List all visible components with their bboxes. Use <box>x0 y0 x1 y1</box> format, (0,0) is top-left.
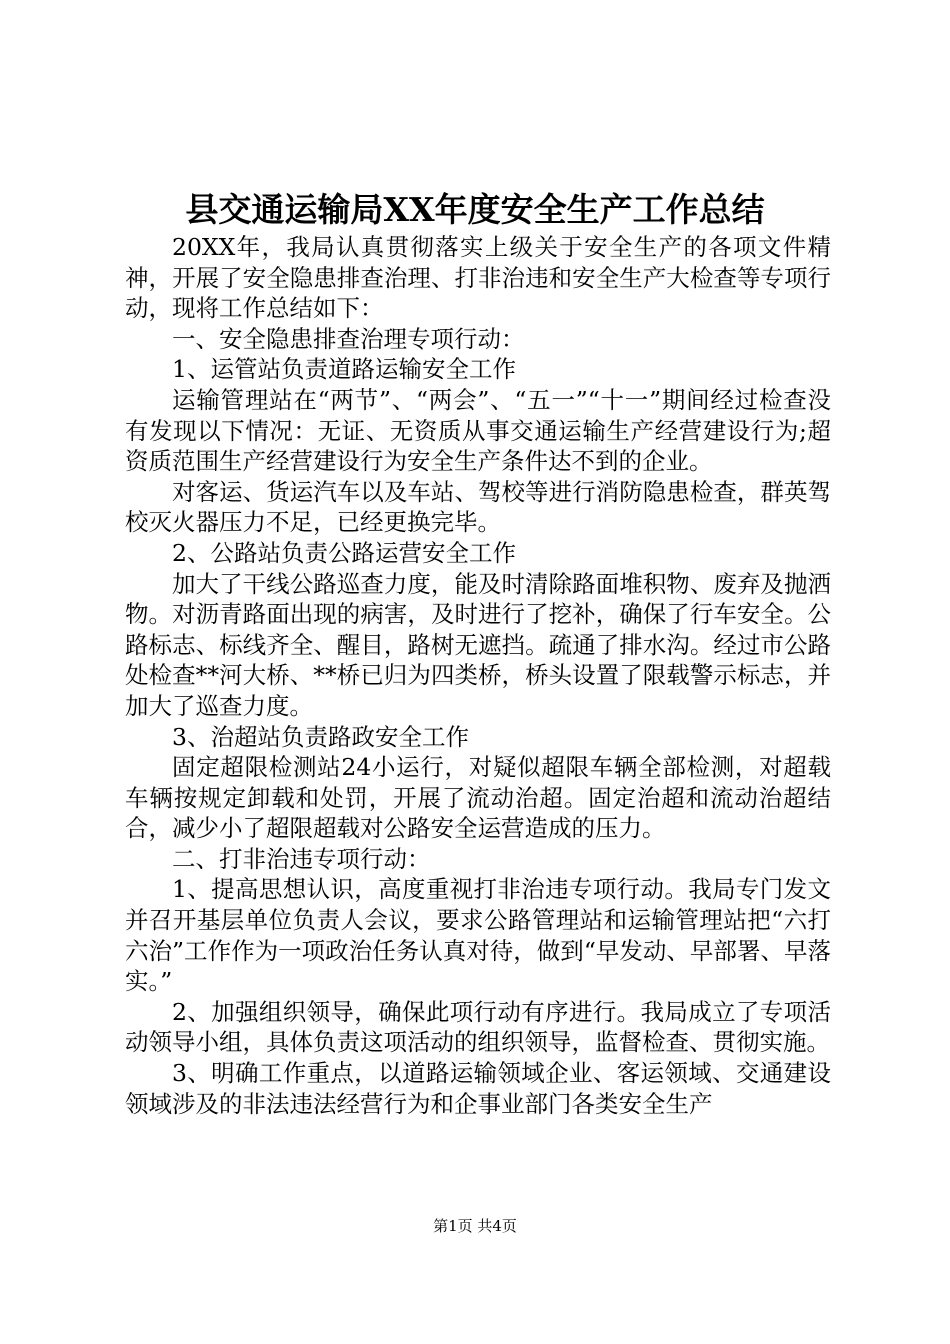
paragraph: 固定超限检测站24小运行，对疑似超限车辆全部检测，对超载车辆按规定卸载和处罚，开展了流动治超。固定治超和流动治超结合，减少小了超限超载对公路安全运营造成的压力。 <box>125 753 831 843</box>
paragraph: 运输管理站在“两节”、“两会”、“五一”“十一”期间经过检查没有发现以下情况：无证、无资质从事交通运输生产经营建设行为;超资质范围生产经营建设行为安全生产条件达不到的企业。 <box>125 385 831 476</box>
page-number-footer: 第1页 共4页 <box>433 1217 517 1235</box>
paragraph: 1、提高思想认识，高度重视打非治违专项行动。我局专门发文并召开基层单位负责人会议，要求公路管理站和运输管理站把“六打六治”工作作为一项政治任务认真对待，做到“早发动、早部署、早落实。” <box>125 875 831 996</box>
subheading-1-3: 3、治超站负责路政安全工作 <box>172 722 469 751</box>
subheading-1-1: 1、运管站负责道路运输安全工作 <box>172 355 516 384</box>
heading-section-1: 一、安全隐患排查治理专项行动： <box>172 324 525 353</box>
paragraph: 加大了干线公路巡查力度，能及时清除路面堆积物、废弃及抛洒物。对沥青路面出现的病害，及时进行了挖补，确保了行车安全。公路标志、标线齐全、醒目，路树无遮挡。疏通了排水沟。经过市公路处检查**河大桥、**桥已归为四类桥，桥头设置了限载警示标志，并加大了巡查力度。 <box>125 569 831 720</box>
document-title: 县交通运输局XX年度安全生产工作总结 <box>185 190 765 229</box>
paragraph: 对客运、货运汽车以及车站、驾校等进行消防隐患检查，群英驾校灭火器压力不足，已经更换完毕。 <box>125 477 831 537</box>
paragraph-intro: 20XX年，我局认真贯彻落实上级关于安全生产的各项文件精神，开展了安全隐患排查治理、打非治违和安全生产大检查等专项行动，现将工作总结如下： <box>125 233 831 323</box>
heading-section-2: 二、打非治违专项行动： <box>172 844 431 873</box>
document-body <box>125 232 831 1119</box>
paragraph: 3、明确工作重点，以道路运输领域企业、客运领域、交通建设领域涉及的非法违法经营行为和企事业部门各类安全生产 <box>125 1059 831 1118</box>
paragraph: 2、加强组织领导，确保此项行动有序进行。我局成立了专项活动领导小组，具体负责这项活动的组织领导，监督检查、贯彻实施。 <box>125 997 831 1057</box>
subheading-1-2: 2、公路站负责公路运营安全工作 <box>172 538 516 567</box>
